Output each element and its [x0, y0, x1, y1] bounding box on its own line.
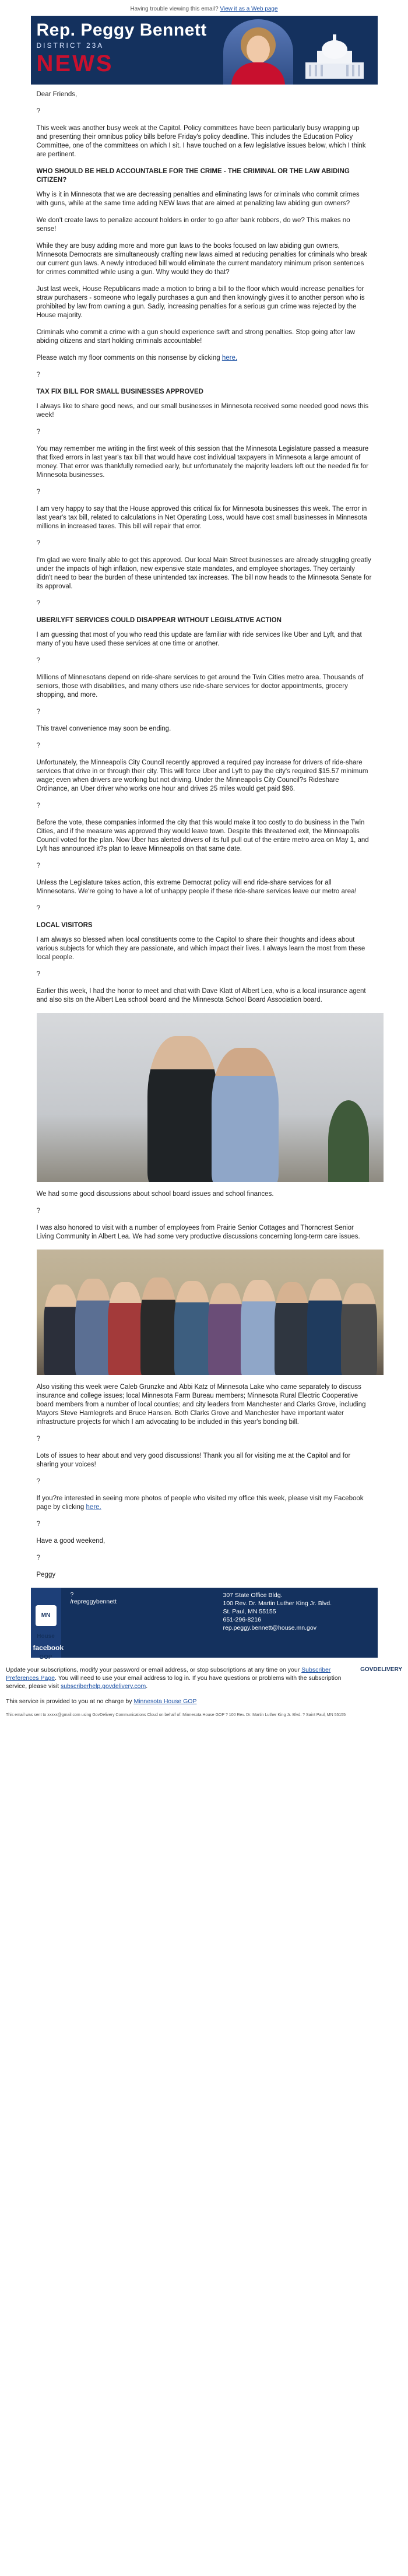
header-name: Rep. Peggy Bennett	[36, 20, 207, 40]
top-note-text: Having trouble viewing this email?	[130, 6, 219, 12]
floor-comments-text: Please watch my floor comments on this nonsense by clicking	[36, 355, 220, 362]
tax-paragraph: You may remember me writing in the first week of this session that the Minnesota Legislature passed a measure that fixed errors in last year's tax bill that would have cost individual taxpayers in Minnesota a large amount of money. That error was thankfully remedied early, but unfortunately the majority leaders left out the needed fix for Minnesota businesses.	[36, 445, 369, 479]
service-text: This service is provided to you at no charge by	[6, 1698, 132, 1705]
mn-house-gop-logo: MN House GOP	[36, 1605, 57, 1626]
visitors-paragraph: Lots of issues to hear about and very good discussions! Thank you all for visiting me at the Capitol and for sharing your voices!	[36, 1452, 351, 1468]
spacer: ?	[36, 540, 40, 547]
uber-paragraph: Before the vote, these companies informed the city that this would make it too costly to do business in the Twin Cities, and if the measure was approved they would leave town. Despite this threatened exit, the Minneapolis Council voted for the plan. Now Uber has alerted drivers of its full pull out of the entire metro area on May 1, and Lyft has announced it?s plan to leave Minneapolis on that same date.	[36, 819, 369, 852]
spacer: ?	[36, 600, 40, 607]
spacer: ?	[36, 429, 40, 436]
photo-dave-klatt	[37, 1013, 384, 1182]
spacer: ?	[36, 905, 40, 912]
portrait-face	[247, 36, 270, 64]
fine-print: This email was sent to xxxxx@gmail.com using GovDelivery Communications Cloud on behalf of: Minnesota House GOP ? 100 Rev. Dr. Martin Luther King Jr. Blvd. ? Saint Paul, MN 55155	[6, 1713, 346, 1717]
capitol-building-icon	[300, 27, 370, 80]
address-line: St. Paul, MN 55155	[223, 1608, 276, 1615]
photo-senior-living-group	[37, 1250, 384, 1375]
uber-paragraph: Unfortunately, the Minneapolis City Council recently approved a required pay increase for drivers of ride-share services that drive in or through their city. This will force Uber and Lyft to pay the city's required $15.57 minimum wage; even when drivers are working but not driving. Under the Minneapolis City Council?s Rideshare Ordinance, an Uber driver who works one hour and drives 25 miles would get paid $96.	[36, 759, 368, 792]
signature: Peggy	[36, 1571, 56, 1578]
crime-paragraph: While they are busy adding more and more gun laws to the books focused on law abiding gun owners, Minnesota Democrats are simultaneously crafting new laws aimed at reducing penalties for criminals who break our current gun laws. A newly introduced bill would eliminate the current mandatory minimum prison sentences for crimes committed while using a gun. Why would they do that?	[36, 243, 368, 276]
service-paragraph	[6, 1697, 402, 1705]
subscription-text: . You will need to use your email address to log in. If you have questions or problems with the subscription service, please visit	[6, 1675, 342, 1690]
address-line: 307 State Office Bldg.	[223, 1592, 283, 1599]
intro-paragraph: This week was another busy week at the Capitol. Policy committees have been particularly busy wrapping up and presenting their omnibus policy bills before Friday's policy deadline. This includes the Education Policy Committee, one of the committees on which I sit. I have touched on a few legislative issues below, which I think are pertinent.	[36, 125, 366, 158]
spacer: ?	[36, 802, 40, 809]
person-figure	[140, 1278, 177, 1375]
top-note	[0, 0, 408, 16]
spacer: ?	[36, 971, 40, 978]
portrait-body	[231, 62, 285, 85]
person-figure	[208, 1283, 243, 1375]
uber-paragraph: I am guessing that most of you who read this update are familiar with ride services like Uber and Lyft, and that many of you have used these services at one time or another.	[36, 631, 362, 647]
facebook-panel[interactable]	[31, 1588, 64, 1661]
spacer: ?	[36, 862, 40, 869]
person-figure	[341, 1283, 377, 1375]
floor-comments-link[interactable]: here.	[221, 355, 238, 362]
representative-portrait	[223, 19, 293, 85]
closing: Have a good weekend,	[36, 1538, 105, 1545]
header-title-block	[37, 20, 207, 75]
person-figure	[75, 1279, 111, 1375]
footer-spacer: ?	[70, 1591, 74, 1598]
facebook-handle[interactable]: /repreggybennett	[70, 1598, 117, 1605]
newsletter-header	[31, 16, 378, 85]
person-figure	[147, 1036, 217, 1182]
spacer: ?	[36, 1436, 40, 1443]
crime-paragraph: Criminals who commit a crime with a gun should experience swift and strong penalties. Stop going after law abiding citizens and start holding criminals accountable!	[36, 329, 356, 345]
email-link[interactable]: rep.peggy.bennett@house.mn.gov	[223, 1624, 316, 1631]
uber-paragraph: Millions of Minnesotans depend on ride-share services to get around the Twin Cities metro area. Thousands of seniors, those with disabilities, and many others use ride-share services for doctor appointments, grocery shopping, and more.	[36, 674, 364, 699]
govdelivery-logo: GOVDELIVERY	[360, 1666, 402, 1673]
facebook-page-link[interactable]: here.	[86, 1504, 101, 1511]
floor-comments-paragraph	[37, 354, 372, 363]
uber-paragraph: Unless the Legislature takes action, this extreme Democrat policy will end ride-share services for all Minnesotans. We're going to have a lot of unhappy people if these ride-share services leave our metro area!	[36, 879, 357, 895]
crime-paragraph: We don't create laws to penalize account holders in order to go after bank robbers, do we? This makes no sense!	[36, 217, 350, 233]
person-figure	[307, 1279, 343, 1375]
crime-paragraph: Just last week, House Republicans made a motion to bring a bill to the floor which would increase penalties for straw purchasers - someone who legally purchases a gun and then knowingly gives it to another person who is prohibited by law from owning a gun. Sadly, increasing penalties for a serious gun crime was rejected by the House majority.	[36, 286, 365, 319]
subscriber-preferences-link[interactable]: Subscriber Preferences Page	[6, 1666, 331, 1682]
person-figure	[275, 1282, 309, 1375]
facebook-text: If you?re interested in seeing more photos of people who visited my office this week, please visit my Facebook page by clicking	[36, 1495, 364, 1511]
facebook-paragraph	[37, 1494, 372, 1512]
newsletter-body	[31, 85, 378, 1580]
spacer: ?	[36, 1478, 40, 1485]
visitors-paragraph: I am always so blessed when local constituents come to the Capitol to share their thoughts and ideas about various subjects for which they are passionate, and which impact their lives. I always learn the most from these local people.	[36, 936, 365, 961]
spacer: ?	[36, 371, 40, 378]
visitors-paragraph: I was also honored to visit with a number of employees from Prairie Senior Cottages and Thorncrest Senior Living Community in Albert Lea. We had some very productive discussions concerning long-term care issues.	[36, 1224, 360, 1240]
facebook-label: facebook	[33, 1644, 64, 1652]
person-figure	[108, 1282, 143, 1375]
spacer: ?	[36, 742, 40, 749]
phone-number: 651-296-8216	[223, 1616, 261, 1623]
plant-figure	[328, 1100, 369, 1182]
visitors-paragraph: Earlier this week, I had the honor to meet and chat with Dave Klatt of Albert Lea, who is a local insurance agent and also sits on the Albert Lea school board and the Minnesota School Board Association board.	[36, 988, 366, 1003]
greeting: Dear Friends,	[36, 91, 78, 98]
spacer: ?	[36, 1208, 40, 1215]
person-figure	[212, 1048, 279, 1182]
tax-paragraph: I always like to share good news, and our small businesses in Minnesota received some needed good news this week!	[36, 403, 369, 419]
tax-paragraph: I am very happy to say that the House approved this critical fix for Minnesota businesses this week. The error in last year's tax bill, related to calculations in Net Operating Loss, would have cost small businesses in Minnesota millions in increased taxes. This bill will repair that error.	[36, 506, 367, 530]
uber-heading: UBER/LYFT SERVICES COULD DISAPPEAR WITHOUT LEGISLATIVE ACTION	[36, 617, 282, 624]
address-line: 100 Rev. Dr. Martin Luther King Jr. Blvd.	[223, 1600, 332, 1607]
spacer: ?	[36, 108, 40, 115]
person-figure	[241, 1280, 277, 1375]
newsletter-footer	[31, 1588, 378, 1661]
visitors-paragraph: Also visiting this week were Caleb Grunzke and Abbi Katz of Minnesota Lake who came separately to discuss insurance and college issues; local Minnesota Farm Bureau members; Minnesota Rural Electric Cooperative board members from a number of local counties; and city leaders from Manchester and Clarks Grove, including Mayors Steve Hamlegrefs and Bruce Hansen. Both Clarks Grove and Manchester have important water infrastructure projects for which I am advocating to be included in this year's bonding bill.	[36, 1384, 366, 1426]
crime-paragraph: Why is it in Minnesota that we are decreasing penalties and eliminating laws for criminals who commit crimes with guns, while at the same time adding NEW laws that are aimed at penalizing law abiding gun owners?	[36, 191, 360, 207]
person-figure	[44, 1285, 79, 1375]
spacer: ?	[36, 489, 40, 496]
office-address	[223, 1591, 332, 1632]
subscription-paragraph: Update your subscriptions, modify your password or email address, or stop subscriptions at any time on your Subscriber Preferences Page. You will need to use your email address to log in. If you have questions or problems with the subscription service, please visit subscriberhelp.govdelivery.com.	[6, 1666, 342, 1690]
spacer: ?	[36, 1521, 40, 1528]
photo1-caption: We had some good discussions about school board issues and school finances.	[36, 1191, 274, 1198]
spacer: ?	[36, 1554, 40, 1561]
subscription-text: Update your subscriptions, modify your password or email address, or stop subscriptions at any time on your	[6, 1666, 300, 1673]
header-news: NEWS	[36, 51, 114, 76]
spacer: ?	[36, 657, 40, 664]
mn-house-gop-link[interactable]: Minnesota House GOP	[133, 1698, 197, 1705]
tax-heading: TAX FIX BILL FOR SMALL BUSINESSES APPROVED	[36, 388, 203, 395]
uber-paragraph: This travel convenience may soon be ending.	[36, 725, 171, 732]
crime-heading: WHO SHOULD BE HELD ACCOUNTABLE FOR THE CRIME - THE CRIMINAL OR THE LAW ABIDING CITIZEN?	[36, 168, 350, 184]
subscriber-help-link[interactable]: subscriberhelp.govdelivery.com	[60, 1683, 146, 1690]
tax-paragraph: I'm glad we were finally able to get this approved. Our local Main Street businesses are already struggling greatly under the impacts of high inflation, new expensive state mandates, and employee shortages. They certainly didn't need to bear the burden of these unintended tax increases. The bill now heads to the Minnesota Senate for its approval.	[36, 557, 372, 590]
person-figure	[174, 1281, 210, 1375]
spacer: ?	[36, 708, 40, 715]
view-as-webpage-link[interactable]: View it as a Web page	[220, 6, 278, 12]
header-district: DISTRICT 23A	[36, 41, 104, 50]
email-container	[31, 16, 378, 1661]
visitors-heading: LOCAL VISITORS	[36, 922, 93, 929]
subscription-footer	[0, 1658, 408, 1718]
